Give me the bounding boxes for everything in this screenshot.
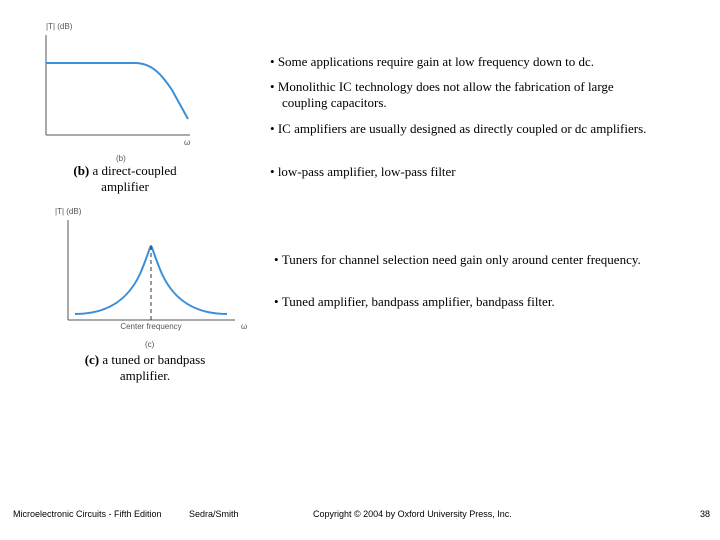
bandpass-caption	[70, 352, 220, 384]
lowpass-caption	[60, 163, 190, 195]
lowpass-caption-text: a direct-coupled amplifier	[92, 163, 177, 194]
lowpass-sublabel: (b)	[116, 154, 126, 163]
bandpass-caption-letter: (c)	[84, 352, 100, 367]
page-number: 38	[700, 509, 711, 519]
bullet-bandpass: • Tuned amplifier, bandpass amplifier, bandpass filter.	[274, 294, 706, 310]
lowpass-caption-letter: (b)	[73, 163, 90, 178]
bullet-dc-gain: • Some applications require gain at low frequency down to dc.	[270, 54, 712, 70]
bandpass-sublabel: (c)	[145, 340, 155, 349]
lowpass-response-figure	[40, 15, 210, 165]
bandpass-x-axis-label: ω	[241, 322, 248, 331]
bandpass-y-axis-label: |T| (dB)	[55, 207, 82, 216]
bullet-direct-coupled: • IC amplifiers are usually designed as directly coupled or dc amplifiers.	[270, 121, 667, 137]
lowpass-y-axis-label: |T| (dB)	[46, 22, 73, 31]
bullet-ic-capacitors: • Monolithic IC technology does not allow the fabrication of large coupling capacitors.	[270, 79, 662, 111]
footer-authors: Sedra/Smith	[189, 509, 239, 519]
bandpass-response-figure	[55, 202, 255, 352]
center-frequency-label: Center frequency	[120, 322, 182, 331]
bandpass-caption-text: a tuned or bandpass amplifier.	[102, 352, 206, 383]
lowpass-curve	[46, 63, 188, 119]
footer-copyright: Copyright © 2004 by Oxford University Press, Inc.	[313, 509, 512, 519]
bullet-tuners: • Tuners for channel selection need gain only around center frequency.	[274, 252, 666, 268]
lowpass-x-axis-label: ω	[184, 138, 191, 147]
footer-book-title: Microelectronic Circuits - Fifth Edition	[13, 509, 162, 519]
bullet-lowpass: • low-pass amplifier, low-pass filter	[270, 164, 662, 180]
